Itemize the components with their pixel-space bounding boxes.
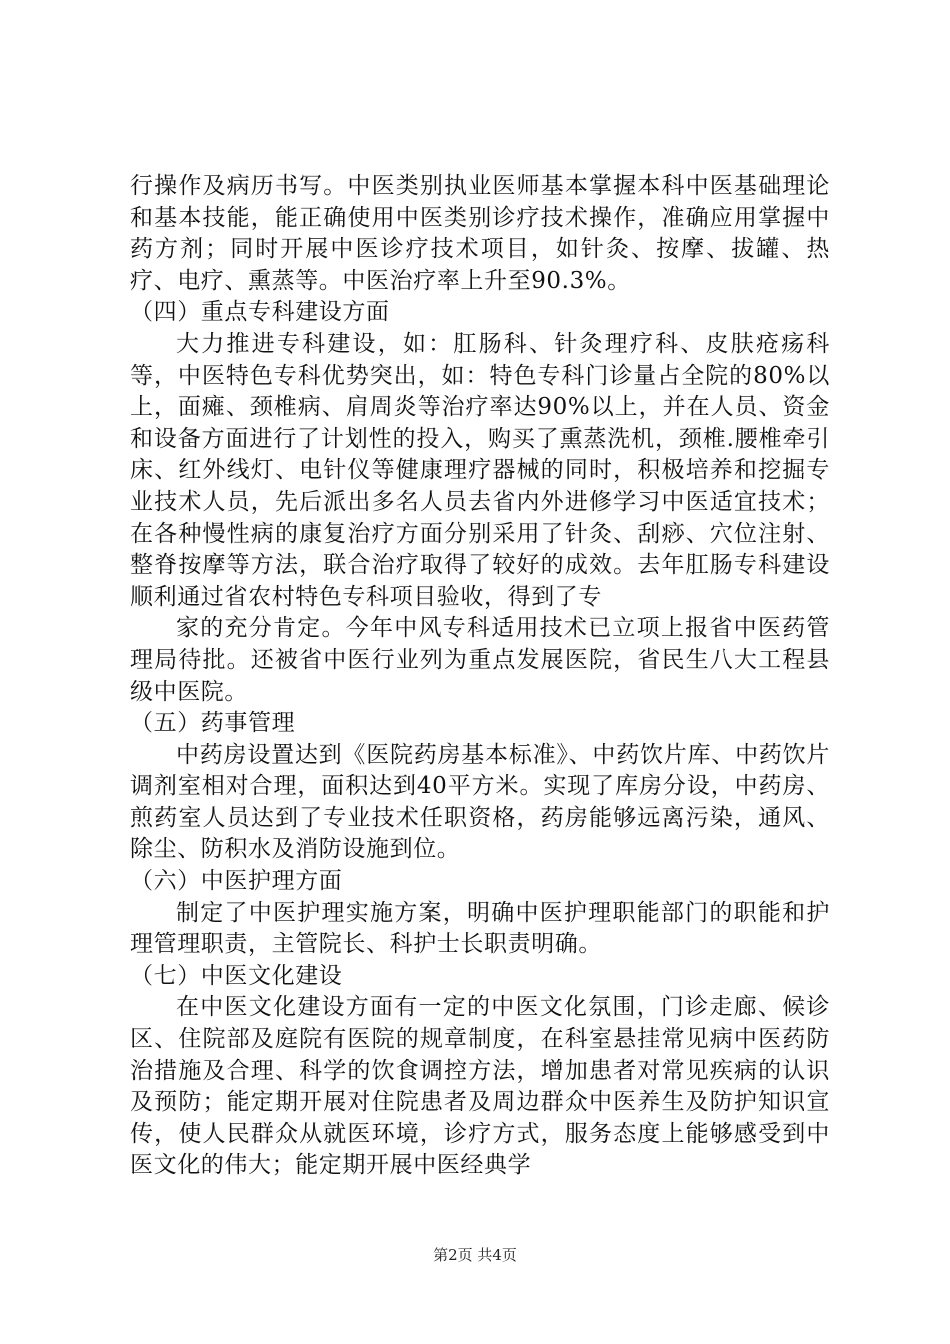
paragraph-specialty: 大力推进专科建设，如：肛肠科、针灸理疗科、皮肤疮疡科等，中医特色专科优势突出，如：特色专科门诊量占全院的80%以上，面瘫、颈椎病、肩周炎等治疗率达90%以上，并在人员、资金和设备方面进行了计划性的投入，购买了熏蒸洗机，颈椎.腰椎牵引床、红外线灯、电针仪等健康理疗器械的同时，积极培养和挖掘专业技术人员，先后派出多名人员去省内外进修学习中医适宜技术；在各种慢性病的康复治疗方面分别采用了针灸、刮痧、穴位注射、整脊按摩等方法，联合治疗取得了较好的成效。去年肛肠专科建设顺利通过省农村特色专科项目验收，得到了专 — [130, 330, 830, 610]
document-body — [130, 171, 830, 1182]
page-number-label: 第2页 共4页 — [433, 1246, 517, 1264]
paragraph-specialty-cont: 家的充分肯定。今年中风专科适用技术已立项上报省中医药管理局待批。还被省中医行业列为重点发展医院，省民生八大工程县级中医院。 — [130, 615, 830, 705]
paragraph-culture: 在中医文化建设方面有一定的中医文化氛围，门诊走廊、候诊区、住院部及庭院有医院的规章制度，在科室悬挂常见病中医药防治措施及合理、科学的饮食调控方法，增加患者对常见疾病的认识及预防；能定期开展对住院患者及周边群众中医养生及防护知识宣传，使人民群众从就医环境，诊疗方式，服务态度上能够感受到中医文化的伟大；能定期开展中医经典学 — [130, 994, 830, 1179]
paragraph-nursing: 制定了中医护理实施方案，明确中医护理职能部门的职能和护理管理职责，主管院长、科护士长职责明确。 — [130, 899, 830, 958]
paragraph-continuation: 行操作及病历书写。中医类别执业医师基本掌握本科中医基础理论和基本技能，能正确使用中医类别诊疗技术操作，准确应用掌握中药方剂；同时开展中医诊疗技术项目，如针灸、按摩、拔罐、热疗、电疗、熏蒸等。中医治疗率上升至90.3%。 — [130, 173, 830, 294]
section-heading-5: （五）药事管理 — [130, 710, 296, 737]
page-footer — [0, 1244, 950, 1265]
section-heading-4: （四）重点专科建设方面 — [130, 299, 390, 326]
section-heading-7: （七）中医文化建设 — [130, 962, 343, 989]
section-heading-6: （六）中医护理方面 — [130, 868, 343, 895]
paragraph-pharmacy: 中药房设置达到《医院药房基本标准》、中药饮片库、中药饮片调剂室相对合理，面积达到40平方米。实现了库房分设，中药房、煎药室人员达到了专业技术任职资格，药房能够远离污染，通风、除尘、防积水及消防设施到位。 — [130, 741, 830, 863]
